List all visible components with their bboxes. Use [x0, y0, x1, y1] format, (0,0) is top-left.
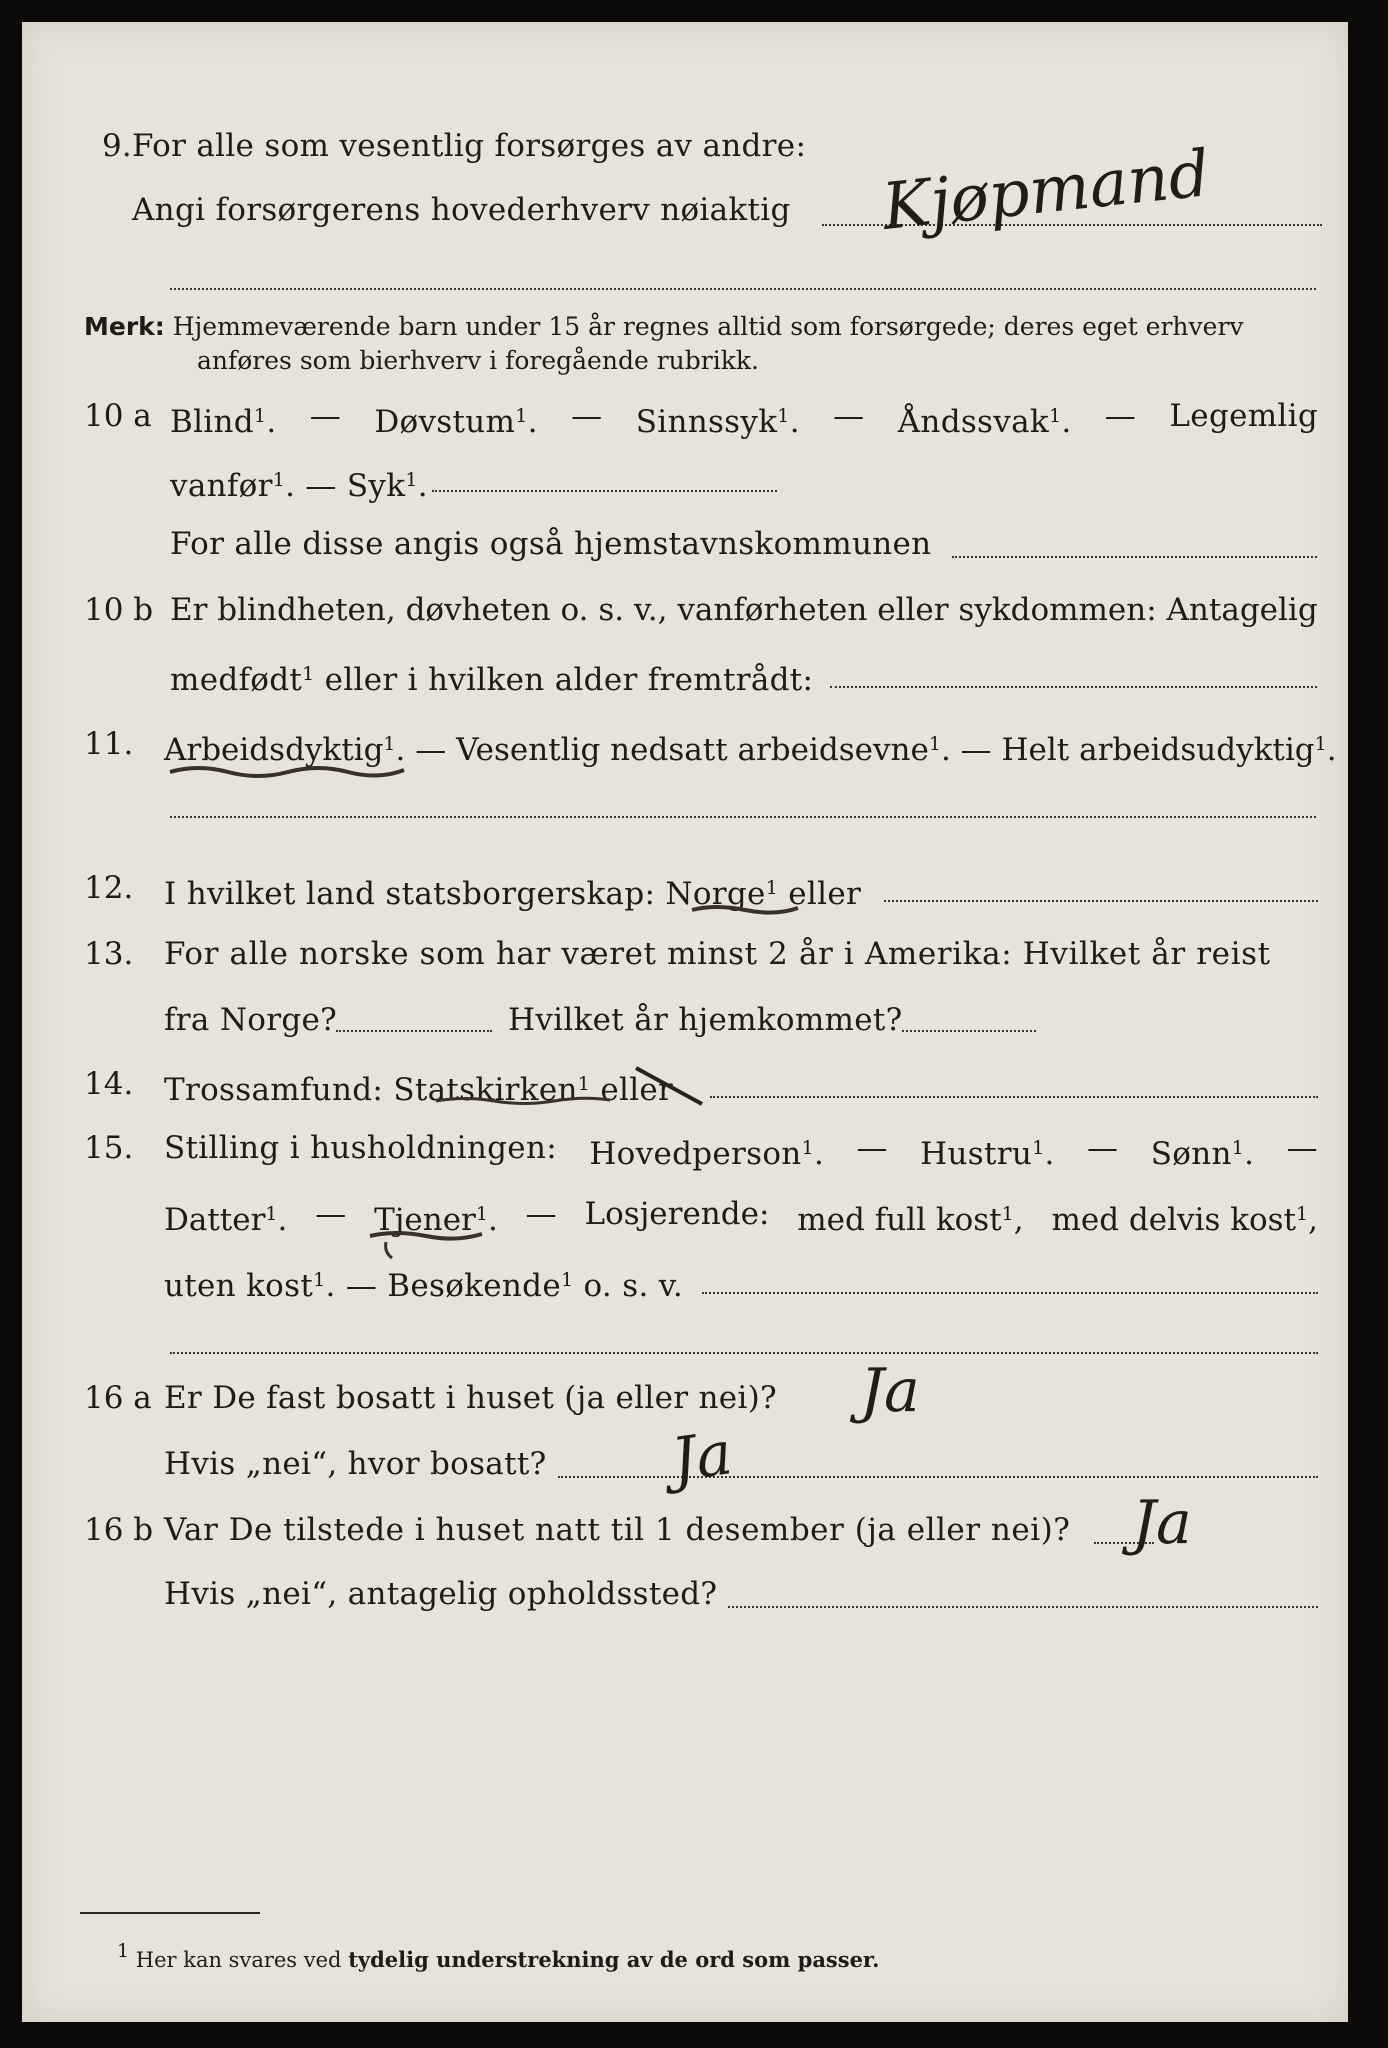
- q10a-answer-line: [432, 490, 777, 492]
- q15-hovedperson: Hovedperson$^1$.: [589, 1136, 825, 1172]
- q10b-line2: medfødt$^1$ eller i hvilken alder fremtrådt:: [170, 662, 814, 698]
- q16b-opholdssted-line: [728, 1606, 1318, 1608]
- q13-number: 13.: [84, 936, 134, 972]
- q12-line: I hvilket land statsborgerskap: Norge$^1$ eller: [164, 876, 862, 912]
- q9-line1: For alle som vesentlig forsørges av andre:: [132, 128, 807, 164]
- q10a-dash: —: [833, 398, 865, 434]
- merk-text1: Hjemmeværende barn under 15 år regnes alltid som forsørgede; deres eget erhverv: [172, 312, 1244, 341]
- q10a-dash: —: [305, 468, 337, 504]
- q10a-sinnssyk: Sinnssyk$^1$.: [635, 404, 800, 440]
- q9-line2: Angi forsørgerens hovederhverv nøiaktig: [132, 192, 791, 228]
- q15-full-kost: med full kost$^1$,: [797, 1202, 1024, 1238]
- q16a-bosatt-line: [558, 1476, 1318, 1478]
- q11-number: 11.: [84, 726, 134, 762]
- q11-nedsatt: Vesentlig nedsatt arbeidsevne$^1$.: [456, 732, 951, 768]
- q12-answer-line: [884, 900, 1318, 902]
- q15-delvis-kost: med delvis kost$^1$,: [1051, 1202, 1318, 1238]
- q13-line1: For alle norske som har været minst 2 år i Amerika: Hvilket år reist: [164, 936, 1271, 972]
- q10b-number: 10 b: [84, 592, 154, 628]
- q16b-number: 16 b: [84, 1512, 154, 1548]
- merk-line1: [84, 310, 1244, 344]
- q15-sonn: Sønn$^1$.: [1150, 1136, 1255, 1172]
- q10a-line2: [170, 460, 428, 506]
- q14-underline-mark: [434, 1094, 614, 1108]
- q14-strike-mark: [632, 1062, 712, 1112]
- q9-number: 9.: [102, 128, 132, 164]
- q15-line2: Datter$^1$. — Tjener$^1$. — Losjerende: med full kost$^1$, med delvis kost$^1$,: [164, 1196, 1318, 1238]
- q13-line2a: fra Norge?: [164, 1002, 338, 1038]
- q10a-kommune-line: [952, 556, 1317, 558]
- q13-reist-line: [336, 1030, 492, 1032]
- q15-uten-kost: uten kost$^1$.: [164, 1268, 336, 1304]
- q10a-syk: Syk$^1$.: [346, 468, 428, 504]
- q12-norge: Norge$^1$: [665, 876, 779, 912]
- q10a-line1: [170, 396, 1318, 442]
- footnote: 1 Her kan svares ved tydelig understrekning av de ord som passer.: [117, 1940, 880, 1972]
- q11-extra-line: [170, 816, 1316, 818]
- footnote-rule: [80, 1912, 260, 1914]
- q16a-handwritten-answer2: Ja: [667, 1418, 737, 1496]
- q12-underline-mark: [690, 902, 800, 918]
- q16a-line2: Hvis „nei“, hvor bosatt?: [164, 1446, 547, 1482]
- q11-udyktig: Helt arbeidsudyktig$^1$.: [1001, 732, 1337, 768]
- q13-line2b: Hvilket år hjemkommet?: [508, 1002, 903, 1038]
- q14-answer-line: [710, 1096, 1318, 1098]
- q11-underline-mark: [168, 762, 408, 782]
- q11-arbeidsdyktig: Arbeidsdyktig$^1$.: [164, 732, 406, 768]
- q10a-dovstum: Døvstum$^1$.: [374, 404, 538, 440]
- q9-handwritten-answer: Kjøpmand: [879, 137, 1214, 245]
- q15-underline-mark: [366, 1228, 486, 1262]
- q15-line1: Stilling i husholdningen: Hovedperson$^1$. — Hustru$^1$. — Sønn$^1$. —: [164, 1130, 1318, 1172]
- q10a-vanfor: vanfør$^1$.: [170, 468, 296, 504]
- census-form-page: [22, 22, 1348, 2022]
- q10a-number: 10 a: [84, 398, 152, 434]
- q10a-dash: —: [1104, 398, 1137, 434]
- q9-extra-line: [170, 288, 1316, 290]
- q15-answer-line: [702, 1292, 1318, 1294]
- q16b-line2: Hvis „nei“, antagelig opholdssted?: [164, 1576, 718, 1612]
- q16b-handwritten-answer1: Ja: [1132, 1488, 1192, 1558]
- q13-hjemkommet-line: [902, 1030, 1036, 1032]
- q16b-line1: Var De tilstede i huset natt til 1 desember (ja eller nei)?: [164, 1512, 1071, 1548]
- q15-hustru: Hustru$^1$.: [920, 1136, 1055, 1172]
- merk-line2: anføres som bierhverv i foregående rubrikk.: [197, 346, 759, 375]
- q11-line: Arbeidsdyktig$^1$. — Vesentlig nedsatt arbeidsevne$^1$. — Helt arbeidsudyktig$^1$.: [164, 732, 1337, 768]
- q12-number: 12.: [84, 870, 134, 906]
- q10a-andssvak: Åndssvak$^1$.: [897, 404, 1072, 440]
- q15-number: 15.: [84, 1130, 134, 1166]
- q15-line3: uten kost$^1$. — Besøkende$^1$ o. s. v.: [164, 1268, 684, 1304]
- q14-number: 14.: [84, 1066, 134, 1102]
- q16a-handwritten-answer1: Ja: [860, 1356, 920, 1426]
- q14-eller: eller: [600, 1072, 674, 1108]
- q10a-blind: Blind$^1$.: [170, 404, 277, 440]
- q15-extra-line: [170, 1352, 1318, 1354]
- q10b-answer-line: [830, 686, 1317, 688]
- q10a-legemlig: Legemlig: [1169, 398, 1318, 434]
- merk-label: Merk:: [84, 312, 165, 341]
- q14-line: Trossamfund: Statskirken$^1$ eller: [164, 1072, 674, 1108]
- q10a-dash: —: [309, 398, 342, 434]
- q15-tjener: Tjener$^1$.: [374, 1202, 498, 1238]
- q10a-dash: —: [571, 398, 603, 434]
- q15-datter: Datter$^1$.: [164, 1202, 288, 1238]
- q10a-line3: For alle disse angis også hjemstavnskommunen: [170, 526, 932, 562]
- q14-statskirken: Statskirken$^1$: [393, 1072, 591, 1108]
- q16a-number: 16 a: [84, 1380, 152, 1416]
- q16a-line1: Er De fast bosatt i huset (ja eller nei)?: [164, 1380, 777, 1416]
- q15-besokende: Besøkende$^1$: [387, 1268, 574, 1304]
- q10b-line1: Er blindheten, døvheten o. s. v., vanførheten eller sykdommen: Antagelig: [170, 592, 1318, 628]
